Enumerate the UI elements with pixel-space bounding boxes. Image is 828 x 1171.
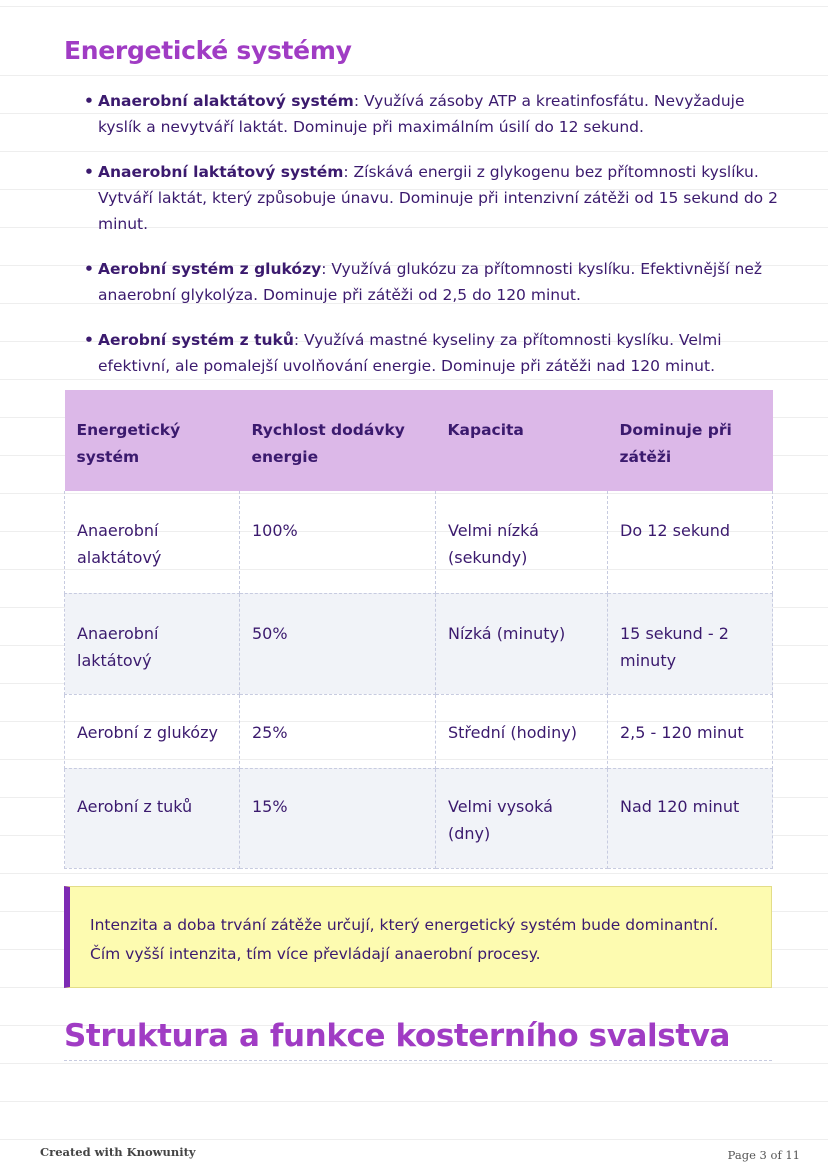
table-cell: Nad 120 minut — [608, 768, 773, 868]
column-header: Dominuje při zátěži — [608, 390, 773, 491]
bullet-text: : Získává energii z glykogenu bez přítomnosti kyslíku. Vytváří laktát, který způsobuje únavu. Dominuje při intenzivní zátěži od 15 sekund do 2 minut. — [98, 163, 778, 233]
table-cell: 15 sekund - 2 minuty — [608, 593, 773, 694]
energy-systems-table — [64, 390, 773, 869]
energy-systems-list — [84, 88, 784, 398]
list-item — [84, 327, 784, 379]
bullet-icon: • — [84, 163, 94, 181]
table-cell: Aerobní z glukózy — [65, 694, 240, 768]
bullet-term: Anaerobní laktátový systém — [98, 163, 344, 181]
footer-credit: Created with Knowunity — [40, 1145, 196, 1159]
table-row — [65, 768, 773, 868]
column-header: Energetický systém — [65, 390, 240, 491]
table-cell: Do 12 sekund — [608, 491, 773, 593]
note-callout: Intenzita a doba trvání zátěže určují, který energetický systém bude dominantní. Čím vyšší intenzita, tím více převládají anaerobní procesy. — [64, 886, 772, 988]
bullet-term: Anaerobní alaktátový systém — [98, 92, 354, 110]
column-header: Kapacita — [436, 390, 608, 491]
table-cell: Velmi nízká (sekundy) — [436, 491, 608, 593]
next-section-heading: Struktura a funkce kosterního svalstva — [64, 1018, 772, 1061]
bullet-icon: • — [84, 260, 94, 278]
bullet-icon: • — [84, 92, 94, 110]
table-cell: Velmi vysoká (dny) — [436, 768, 608, 868]
table-row — [65, 694, 773, 768]
table-cell: Aerobní z tuků — [65, 768, 240, 868]
column-header: Rychlost dodávky energie — [240, 390, 436, 491]
table-header-row — [65, 390, 773, 491]
table-cell: Nízká (minuty) — [436, 593, 608, 694]
bullet-text: : Využívá glukózu za přítomnosti kyslíku. Efektivnější než anaerobní glykolýza. Dominuje při zátěži od 2,5 do 120 minut. — [98, 260, 763, 304]
bullet-icon: • — [84, 331, 94, 349]
table-row — [65, 491, 773, 593]
table-cell: 50% — [240, 593, 436, 694]
bullet-text: : Využívá mastné kyseliny za přítomnosti kyslíku. Velmi efektivní, ale pomalejší uvolňování energie. Dominuje při zátěži nad 120 minut. — [98, 331, 722, 375]
table-cell: 25% — [240, 694, 436, 768]
table-row — [65, 593, 773, 694]
list-item — [84, 159, 784, 237]
section-heading: Energetické systémy — [64, 36, 352, 65]
bullet-term: Aerobní systém z tuků — [98, 331, 294, 349]
table-cell: Střední (hodiny) — [436, 694, 608, 768]
list-item — [84, 88, 784, 140]
table-cell: 2,5 - 120 minut — [608, 694, 773, 768]
table-cell: Anaerobní laktátový — [65, 593, 240, 694]
table-cell: Anaerobní alaktátový — [65, 491, 240, 593]
page-number: Page 3 of 11 — [727, 1148, 800, 1162]
table-cell: 15% — [240, 768, 436, 868]
bullet-text: : Využívá zásoby ATP a kreatinfosfátu. Nevyžaduje kyslík a nevytváří laktát. Dominuje při maximálním úsilí do 12 sekund. — [98, 92, 745, 136]
bullet-term: Aerobní systém z glukózy — [98, 260, 322, 278]
list-item — [84, 256, 784, 308]
table-cell: 100% — [240, 491, 436, 593]
